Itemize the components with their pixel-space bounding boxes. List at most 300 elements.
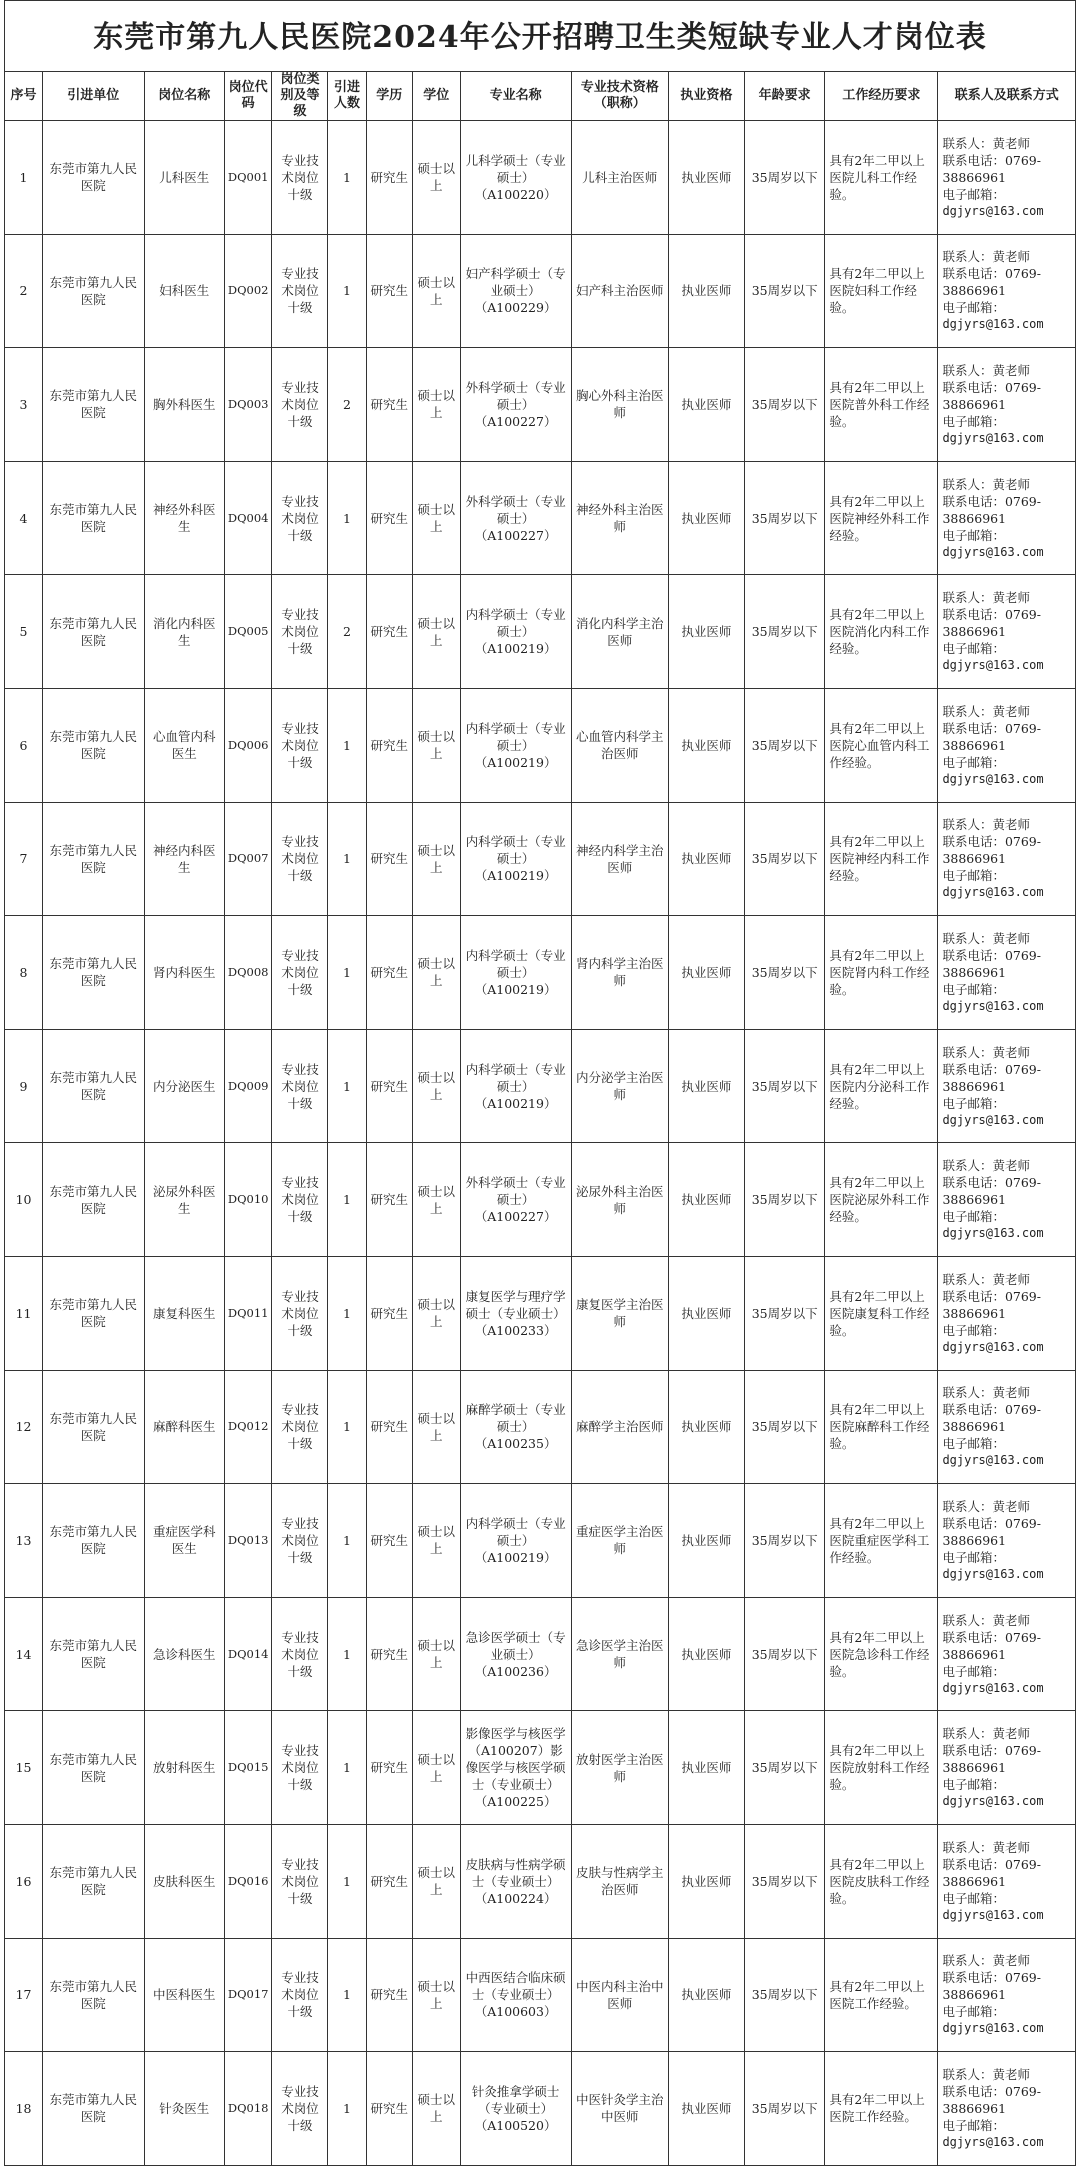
contact-email-label: 电子邮箱： (942, 300, 1005, 316)
contact-email[interactable]: dgjyrs@163.com (942, 1112, 1044, 1127)
contact-name: 联系人：黄老师 (942, 1612, 1030, 1628)
cell-post: 中医科医生 (144, 1938, 224, 2052)
cell-title: 神经外科主治医师 (571, 461, 668, 575)
cell-exp: 具有2年二甲以上医院心血管内科工作经验。 (825, 688, 938, 802)
cell-license: 执业医师 (668, 1824, 744, 1938)
cell-major: 内科学硕士（专业硕士）（A100219） (460, 1029, 571, 1143)
cell-major: 康复医学与理疗学硕士（专业硕士）（A100233） (460, 1256, 571, 1370)
cell-level: 专业技术岗位十级 (272, 121, 328, 235)
cell-edu: 研究生 (366, 1256, 413, 1370)
cell-exp: 具有2年二甲以上医院儿科工作经验。 (825, 121, 938, 235)
cell-edu: 研究生 (366, 461, 413, 575)
cell-code: DQ003 (224, 348, 272, 462)
cell-exp: 具有2年二甲以上医院康复科工作经验。 (825, 1256, 938, 1370)
cell-contact (938, 575, 1076, 689)
cell-edu: 研究生 (366, 234, 413, 348)
cell-num: 1 (328, 1029, 366, 1143)
cell-major: 针灸推拿学硕士（专业硕士）（A100520） (460, 2052, 571, 2166)
table-row (5, 1484, 1076, 1598)
cell-level: 专业技术岗位十级 (272, 688, 328, 802)
cell-no: 11 (5, 1256, 43, 1370)
cell-post: 麻醉科医生 (144, 1370, 224, 1484)
cell-level: 专业技术岗位十级 (272, 575, 328, 689)
header-col-no: 序号 (5, 72, 43, 121)
cell-degree: 硕士以上 (413, 461, 461, 575)
cell-num: 1 (328, 1256, 366, 1370)
cell-license: 执业医师 (668, 348, 744, 462)
cell-exp: 具有2年二甲以上医院内分泌科工作经验。 (825, 1029, 938, 1143)
cell-num: 1 (328, 1143, 366, 1257)
cell-no: 10 (5, 1143, 43, 1257)
contact-phone: 联系电话：0769-38866961 (942, 2083, 1041, 2116)
contact-email-label: 电子邮箱： (942, 1436, 1005, 1452)
cell-num: 1 (328, 802, 366, 916)
cell-post: 妇科医生 (144, 234, 224, 348)
cell-num: 1 (328, 2052, 366, 2166)
cell-post: 针灸医生 (144, 2052, 224, 2166)
cell-title: 肾内科学主治医师 (571, 916, 668, 1030)
contact-name: 联系人：黄老师 (942, 2066, 1030, 2082)
contact-email-label: 电子邮箱： (942, 1095, 1005, 1111)
cell-contact (938, 1824, 1076, 1938)
contact-phone: 联系电话：0769-38866961 (942, 720, 1041, 753)
cell-post: 神经内科医生 (144, 802, 224, 916)
header-col-contact: 联系人及联系方式 (938, 72, 1076, 121)
table-row (5, 1029, 1076, 1143)
cell-title: 中医针灸学主治中医师 (571, 2052, 668, 2166)
table-row (5, 1256, 1076, 1370)
table-row (5, 1938, 1076, 2052)
contact-name: 联系人：黄老师 (942, 135, 1030, 151)
contact-email[interactable]: dgjyrs@163.com (942, 2134, 1044, 2149)
contact-email-label: 电子邮箱： (942, 1549, 1005, 1565)
cell-post: 放射科医生 (144, 1711, 224, 1825)
cell-title: 消化内科学主治医师 (571, 575, 668, 689)
cell-unit: 东莞市第九人民医院 (43, 916, 144, 1030)
cell-level: 专业技术岗位十级 (272, 916, 328, 1030)
cell-edu: 研究生 (366, 1143, 413, 1257)
contact-email[interactable]: dgjyrs@163.com (942, 203, 1044, 218)
cell-age: 35周岁以下 (744, 1711, 824, 1825)
cell-major: 儿科学硕士（专业硕士）（A100220） (460, 121, 571, 235)
contact-phone: 联系电话：0769-38866961 (942, 1970, 1041, 2003)
cell-age: 35周岁以下 (744, 802, 824, 916)
contact-email[interactable]: dgjyrs@163.com (942, 1339, 1044, 1354)
contact-email[interactable]: dgjyrs@163.com (942, 1907, 1044, 1922)
contact-email[interactable]: dgjyrs@163.com (942, 771, 1044, 786)
cell-edu: 研究生 (366, 1029, 413, 1143)
contact-email-label: 电子邮箱： (942, 1322, 1005, 1338)
contact-phone: 联系电话：0769-38866961 (942, 1856, 1041, 1889)
cell-exp: 具有2年二甲以上医院妇科工作经验。 (825, 234, 938, 348)
cell-exp: 具有2年二甲以上医院麻醉科工作经验。 (825, 1370, 938, 1484)
cell-unit: 东莞市第九人民医院 (43, 1824, 144, 1938)
cell-major: 内科学硕士（专业硕士）（A100219） (460, 916, 571, 1030)
recruitment-table (4, 71, 1076, 2166)
cell-major: 外科学硕士（专业硕士）（A100227） (460, 461, 571, 575)
cell-license: 执业医师 (668, 802, 744, 916)
cell-no: 18 (5, 2052, 43, 2166)
cell-edu: 研究生 (366, 802, 413, 916)
table-row (5, 802, 1076, 916)
contact-phone: 联系电话：0769-38866961 (942, 947, 1041, 980)
table-row (5, 916, 1076, 1030)
cell-age: 35周岁以下 (744, 1824, 824, 1938)
cell-post: 神经外科医生 (144, 461, 224, 575)
cell-title: 内分泌学主治医师 (571, 1029, 668, 1143)
contact-email-label: 电子邮箱： (942, 413, 1005, 429)
cell-license: 执业医师 (668, 916, 744, 1030)
contact-email[interactable]: dgjyrs@163.com (942, 2021, 1044, 2036)
cell-post: 急诊科医生 (144, 1597, 224, 1711)
cell-title: 儿科主治医师 (571, 121, 668, 235)
contact-email[interactable]: dgjyrs@163.com (942, 885, 1044, 900)
cell-license: 执业医师 (668, 688, 744, 802)
cell-contact (938, 802, 1076, 916)
cell-exp: 具有2年二甲以上医院重症医学科工作经验。 (825, 1484, 938, 1598)
cell-no: 3 (5, 348, 43, 462)
cell-degree: 硕士以上 (413, 1597, 461, 1711)
cell-edu: 研究生 (366, 1711, 413, 1825)
cell-contact (938, 916, 1076, 1030)
header-col-post: 岗位名称 (144, 72, 224, 121)
cell-level: 专业技术岗位十级 (272, 461, 328, 575)
table-row (5, 1143, 1076, 1257)
header-col-license: 执业资格 (668, 72, 744, 121)
contact-name: 联系人：黄老师 (942, 1726, 1030, 1742)
contact-email-label: 电子邮箱： (942, 186, 1005, 202)
cell-no: 16 (5, 1824, 43, 1938)
cell-code: DQ008 (224, 916, 272, 1030)
cell-unit: 东莞市第九人民医院 (43, 1484, 144, 1598)
cell-unit: 东莞市第九人民医院 (43, 2052, 144, 2166)
cell-code: DQ012 (224, 1370, 272, 1484)
cell-level: 专业技术岗位十级 (272, 2052, 328, 2166)
contact-name: 联系人：黄老师 (942, 817, 1030, 833)
table-row (5, 1711, 1076, 1825)
cell-license: 执业医师 (668, 121, 744, 235)
cell-license: 执业医师 (668, 1370, 744, 1484)
cell-no: 7 (5, 802, 43, 916)
header-col-code: 岗位代码 (224, 72, 272, 121)
cell-license: 执业医师 (668, 1597, 744, 1711)
contact-email[interactable]: dgjyrs@163.com (942, 1680, 1044, 1695)
contact-name: 联系人：黄老师 (942, 362, 1030, 378)
cell-level: 专业技术岗位十级 (272, 802, 328, 916)
cell-title: 神经内科学主治医师 (571, 802, 668, 916)
contact-phone: 联系电话：0769-38866961 (942, 1288, 1041, 1321)
cell-code: DQ015 (224, 1711, 272, 1825)
contact-name: 联系人：黄老师 (942, 1158, 1030, 1174)
contact-email-label: 电子邮箱： (942, 1209, 1005, 1225)
cell-age: 35周岁以下 (744, 1256, 824, 1370)
cell-exp: 具有2年二甲以上医院急诊科工作经验。 (825, 1597, 938, 1711)
cell-major: 外科学硕士（专业硕士）（A100227） (460, 348, 571, 462)
cell-contact (938, 1143, 1076, 1257)
cell-degree: 硕士以上 (413, 1029, 461, 1143)
contact-email[interactable]: dgjyrs@163.com (942, 430, 1044, 445)
cell-age: 35周岁以下 (744, 2052, 824, 2166)
contact-name: 联系人：黄老师 (942, 1953, 1030, 1969)
contact-email-label: 电子邮箱： (942, 2004, 1005, 2020)
cell-level: 专业技术岗位十级 (272, 234, 328, 348)
cell-num: 1 (328, 1711, 366, 1825)
cell-degree: 硕士以上 (413, 1370, 461, 1484)
cell-level: 专业技术岗位十级 (272, 348, 328, 462)
table-body (5, 121, 1076, 2166)
cell-contact (938, 1711, 1076, 1825)
cell-major: 皮肤病与性病学硕士（专业硕士）（A100224） (460, 1824, 571, 1938)
table-row (5, 1597, 1076, 1711)
cell-edu: 研究生 (366, 688, 413, 802)
contact-email[interactable]: dgjyrs@163.com (942, 1566, 1044, 1581)
cell-unit: 东莞市第九人民医院 (43, 121, 144, 235)
contact-name: 联系人：黄老师 (942, 1385, 1030, 1401)
cell-age: 35周岁以下 (744, 916, 824, 1030)
cell-num: 1 (328, 1824, 366, 1938)
contact-name: 联系人：黄老师 (942, 1498, 1030, 1514)
cell-num: 1 (328, 1370, 366, 1484)
cell-edu: 研究生 (366, 1370, 413, 1484)
cell-code: DQ016 (224, 1824, 272, 1938)
cell-major: 妇产科学硕士（专业硕士）（A100229） (460, 234, 571, 348)
cell-no: 6 (5, 688, 43, 802)
cell-post: 胸外科医生 (144, 348, 224, 462)
contact-email-label: 电子邮箱： (942, 1663, 1005, 1679)
cell-major: 影像医学与核医学（A100207）影像医学与核医学硕士（专业硕士）（A100225） (460, 1711, 571, 1825)
contact-name: 联系人：黄老师 (942, 703, 1030, 719)
cell-exp: 具有2年二甲以上医院神经外科工作经验。 (825, 461, 938, 575)
cell-code: DQ009 (224, 1029, 272, 1143)
cell-level: 专业技术岗位十级 (272, 1597, 328, 1711)
cell-contact (938, 1484, 1076, 1598)
cell-title: 康复医学主治医师 (571, 1256, 668, 1370)
contact-name: 联系人：黄老师 (942, 1271, 1030, 1287)
cell-no: 8 (5, 916, 43, 1030)
cell-exp: 具有2年二甲以上医院泌尿外科工作经验。 (825, 1143, 938, 1257)
cell-major: 内科学硕士（专业硕士）（A100219） (460, 688, 571, 802)
table-row (5, 688, 1076, 802)
cell-license: 执业医师 (668, 461, 744, 575)
cell-no: 5 (5, 575, 43, 689)
cell-degree: 硕士以上 (413, 348, 461, 462)
cell-major: 急诊医学硕士（专业硕士）（A100236） (460, 1597, 571, 1711)
cell-major: 内科学硕士（专业硕士）（A100219） (460, 1484, 571, 1598)
contact-email[interactable]: dgjyrs@163.com (942, 544, 1044, 559)
cell-license: 执业医师 (668, 1484, 744, 1598)
document-page (4, 0, 1076, 2166)
contact-phone: 联系电话：0769-38866961 (942, 266, 1041, 299)
contact-phone: 联系电话：0769-38866961 (942, 1743, 1041, 1776)
cell-level: 专业技术岗位十级 (272, 1711, 328, 1825)
table-row (5, 348, 1076, 462)
contact-email[interactable]: dgjyrs@163.com (942, 998, 1044, 1013)
cell-exp: 具有2年二甲以上医院放射科工作经验。 (825, 1711, 938, 1825)
contact-email[interactable]: dgjyrs@163.com (942, 1453, 1044, 1468)
cell-num: 1 (328, 461, 366, 575)
cell-unit: 东莞市第九人民医院 (43, 461, 144, 575)
cell-num: 1 (328, 688, 366, 802)
contact-email[interactable]: dgjyrs@163.com (942, 317, 1044, 332)
cell-num: 2 (328, 348, 366, 462)
contact-phone: 联系电话：0769-38866961 (942, 1515, 1041, 1548)
cell-unit: 东莞市第九人民医院 (43, 348, 144, 462)
contact-email[interactable]: dgjyrs@163.com (942, 658, 1044, 673)
cell-no: 17 (5, 1938, 43, 2052)
cell-age: 35周岁以下 (744, 461, 824, 575)
cell-num: 1 (328, 121, 366, 235)
cell-exp: 具有2年二甲以上医院肾内科工作经验。 (825, 916, 938, 1030)
contact-email[interactable]: dgjyrs@163.com (942, 1794, 1044, 1809)
cell-unit: 东莞市第九人民医院 (43, 575, 144, 689)
cell-title: 心血管内科学主治医师 (571, 688, 668, 802)
cell-level: 专业技术岗位十级 (272, 1029, 328, 1143)
contact-email-label: 电子邮箱： (942, 868, 1005, 884)
cell-unit: 东莞市第九人民医院 (43, 1938, 144, 2052)
cell-age: 35周岁以下 (744, 688, 824, 802)
cell-exp: 具有2年二甲以上医院皮肤科工作经验。 (825, 1824, 938, 1938)
header-col-level: 岗位类别及等级 (272, 72, 328, 121)
cell-post: 心血管内科医生 (144, 688, 224, 802)
cell-level: 专业技术岗位十级 (272, 1824, 328, 1938)
cell-license: 执业医师 (668, 1143, 744, 1257)
contact-email-label: 电子邮箱： (942, 981, 1005, 997)
cell-major: 中西医结合临床硕士（专业硕士）（A100603） (460, 1938, 571, 2052)
cell-title: 急诊医学主治医师 (571, 1597, 668, 1711)
cell-degree: 硕士以上 (413, 1143, 461, 1257)
cell-unit: 东莞市第九人民医院 (43, 688, 144, 802)
contact-email-label: 电子邮箱： (942, 527, 1005, 543)
cell-code: DQ011 (224, 1256, 272, 1370)
cell-exp: 具有2年二甲以上医院工作经验。 (825, 1938, 938, 2052)
cell-post: 内分泌医生 (144, 1029, 224, 1143)
cell-license: 执业医师 (668, 1938, 744, 2052)
table-row (5, 2052, 1076, 2166)
cell-title: 胸心外科主治医师 (571, 348, 668, 462)
contact-phone: 联系电话：0769-38866961 (942, 607, 1041, 640)
contact-email-label: 电子邮箱： (942, 1890, 1005, 1906)
cell-num: 1 (328, 916, 366, 1030)
cell-major: 内科学硕士（专业硕士）（A100219） (460, 575, 571, 689)
cell-exp: 具有2年二甲以上医院消化内科工作经验。 (825, 575, 938, 689)
cell-no: 4 (5, 461, 43, 575)
cell-title: 中医内科主治中医师 (571, 1938, 668, 2052)
cell-contact (938, 688, 1076, 802)
cell-degree: 硕士以上 (413, 234, 461, 348)
cell-degree: 硕士以上 (413, 688, 461, 802)
cell-degree: 硕士以上 (413, 575, 461, 689)
cell-unit: 东莞市第九人民医院 (43, 1711, 144, 1825)
contact-email-label: 电子邮箱： (942, 2117, 1005, 2133)
cell-num: 1 (328, 1938, 366, 2052)
cell-title: 皮肤与性病学主治医师 (571, 1824, 668, 1938)
cell-no: 1 (5, 121, 43, 235)
cell-contact (938, 1597, 1076, 1711)
cell-license: 执业医师 (668, 575, 744, 689)
cell-degree: 硕士以上 (413, 1824, 461, 1938)
cell-no: 9 (5, 1029, 43, 1143)
contact-email-label: 电子邮箱： (942, 641, 1005, 657)
cell-post: 皮肤科医生 (144, 1824, 224, 1938)
cell-contact (938, 234, 1076, 348)
cell-num: 1 (328, 1597, 366, 1711)
header-col-degree: 学位 (413, 72, 461, 121)
cell-contact (938, 1938, 1076, 2052)
cell-contact (938, 121, 1076, 235)
header-col-exp: 工作经历要求 (825, 72, 938, 121)
cell-age: 35周岁以下 (744, 1143, 824, 1257)
contact-email[interactable]: dgjyrs@163.com (942, 1226, 1044, 1241)
cell-license: 执业医师 (668, 2052, 744, 2166)
cell-edu: 研究生 (366, 1484, 413, 1598)
cell-age: 35周岁以下 (744, 234, 824, 348)
cell-unit: 东莞市第九人民医院 (43, 1256, 144, 1370)
cell-contact (938, 1029, 1076, 1143)
document-title: 东莞市第九人民医院2024年公开招聘卫生类短缺专业人才岗位表 (4, 0, 1076, 71)
cell-license: 执业医师 (668, 1711, 744, 1825)
cell-no: 13 (5, 1484, 43, 1598)
cell-license: 执业医师 (668, 1256, 744, 1370)
cell-title: 重症医学主治医师 (571, 1484, 668, 1598)
contact-name: 联系人：黄老师 (942, 1044, 1030, 1060)
cell-edu: 研究生 (366, 1938, 413, 2052)
cell-code: DQ006 (224, 688, 272, 802)
contact-phone: 联系电话：0769-38866961 (942, 1061, 1041, 1094)
cell-code: DQ007 (224, 802, 272, 916)
cell-level: 专业技术岗位十级 (272, 1370, 328, 1484)
contact-phone: 联系电话：0769-38866961 (942, 152, 1041, 185)
cell-edu: 研究生 (366, 916, 413, 1030)
table-header-row (5, 72, 1076, 121)
contact-phone: 联系电话：0769-38866961 (942, 493, 1041, 526)
contact-email-label: 电子邮箱： (942, 1777, 1005, 1793)
contact-name: 联系人：黄老师 (942, 590, 1030, 606)
header-col-title: 专业技术资格（职称） (571, 72, 668, 121)
cell-edu: 研究生 (366, 1824, 413, 1938)
cell-contact (938, 348, 1076, 462)
contact-name: 联系人：黄老师 (942, 930, 1030, 946)
cell-title: 妇产科主治医师 (571, 234, 668, 348)
header-col-age: 年龄要求 (744, 72, 824, 121)
cell-exp: 具有2年二甲以上医院普外科工作经验。 (825, 348, 938, 462)
contact-name: 联系人：黄老师 (942, 476, 1030, 492)
cell-contact (938, 2052, 1076, 2166)
table-row (5, 234, 1076, 348)
contact-phone: 联系电话：0769-38866961 (942, 379, 1041, 412)
cell-age: 35周岁以下 (744, 348, 824, 462)
cell-title: 泌尿外科主治医师 (571, 1143, 668, 1257)
cell-level: 专业技术岗位十级 (272, 1256, 328, 1370)
cell-post: 康复科医生 (144, 1256, 224, 1370)
cell-degree: 硕士以上 (413, 1711, 461, 1825)
cell-exp: 具有2年二甲以上医院工作经验。 (825, 2052, 938, 2166)
cell-age: 35周岁以下 (744, 575, 824, 689)
cell-post: 泌尿外科医生 (144, 1143, 224, 1257)
cell-code: DQ017 (224, 1938, 272, 2052)
table-row (5, 1370, 1076, 1484)
cell-no: 12 (5, 1370, 43, 1484)
cell-num: 2 (328, 575, 366, 689)
cell-unit: 东莞市第九人民医院 (43, 1370, 144, 1484)
cell-age: 35周岁以下 (744, 1484, 824, 1598)
table-row (5, 461, 1076, 575)
contact-phone: 联系电话：0769-38866961 (942, 1402, 1041, 1435)
cell-edu: 研究生 (366, 1597, 413, 1711)
cell-edu: 研究生 (366, 348, 413, 462)
cell-age: 35周岁以下 (744, 1597, 824, 1711)
cell-unit: 东莞市第九人民医院 (43, 1143, 144, 1257)
cell-major: 内科学硕士（专业硕士）（A100219） (460, 802, 571, 916)
